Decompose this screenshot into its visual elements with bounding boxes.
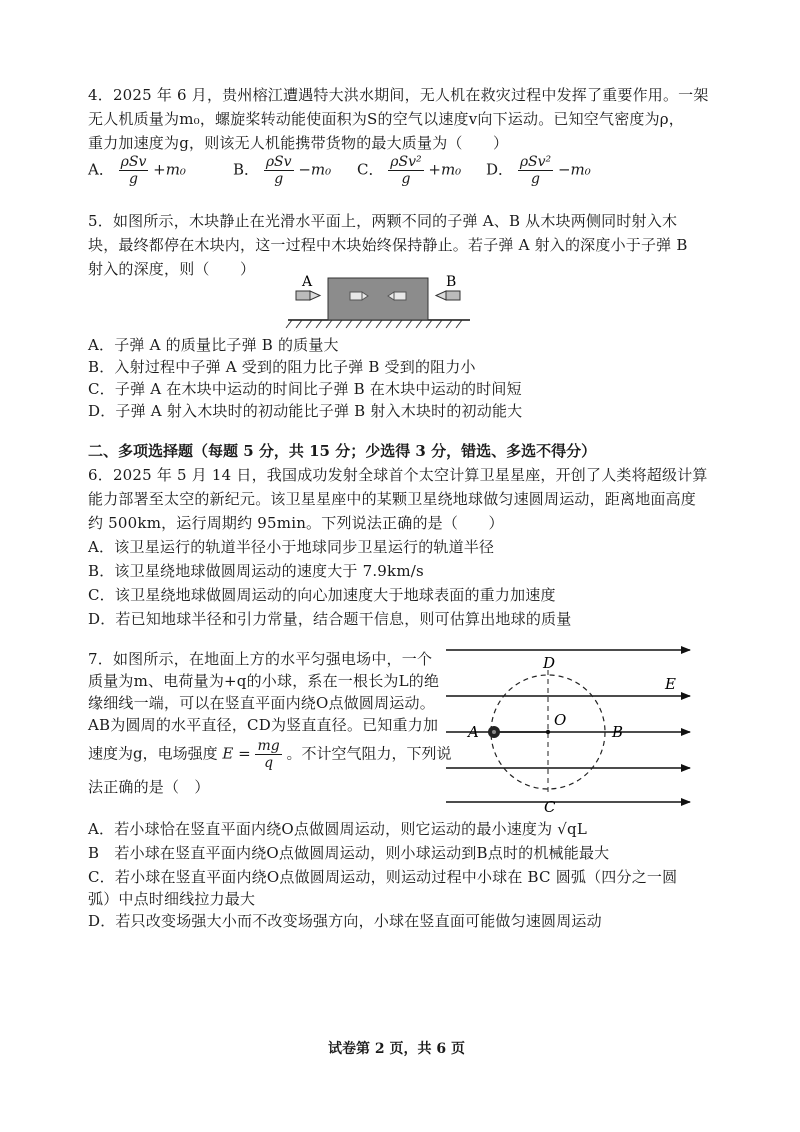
q5-option-a: A．子弹 A 的质量比子弹 B 的质量大 (88, 336, 339, 354)
line5-post: 。不计空气阻力，下列说 (286, 744, 452, 763)
option-tail: +m₀ (153, 160, 186, 179)
field-eq: E = (222, 744, 251, 763)
q5-block-figure (280, 272, 480, 334)
option-label: B． (233, 160, 260, 179)
option-tail: −m₀ (557, 160, 591, 179)
option-label: D． (486, 160, 514, 179)
line5-pre: 速度为g，电场强度 (88, 744, 218, 763)
q5-line-2: 块，最终都停在木块内，这一过程中木块始终保持静止。若子弹 A 射入的深度小于子弹 B (88, 236, 688, 254)
q6-option-b: B．该卫星绕地球做圆周运动的速度大于 7.9km/s (88, 562, 424, 580)
q7-option-c: C．若小球在竖直平面内绕O点做圆周运动，则运动过程中小球在 BC 圆弧（四分之一圆 (88, 868, 678, 886)
label-a: A (302, 274, 313, 290)
denominator: g (531, 171, 540, 187)
numerator: ρSv (120, 154, 147, 170)
q7-line-3: 缘细线一端，可以在竖直平面内绕O点做圆周运动。 (88, 694, 435, 712)
label-o: O (554, 711, 567, 729)
q4-line-1: 4．2025 年 6 月，贵州榕江遭遇特大洪水期间，无人机在救灾过程中发挥了重要作用。一架 (88, 86, 709, 104)
label-d: D (543, 654, 556, 672)
q7-option-a: A．若小球恰在竖直平面内绕O点做圆周运动，则它运动的最小速度为 √qL (88, 820, 588, 838)
label-e: E (665, 675, 676, 693)
label-b: B (612, 723, 624, 741)
fraction (119, 154, 149, 187)
ground-hatch (286, 320, 462, 328)
ball-highlight (492, 730, 496, 734)
q7-line-1: 7．如图所示，在地面上方的水平匀强电场中，一个 (88, 650, 433, 668)
center-o (546, 730, 550, 734)
q6-line-3: 约 500km，运行周期约 95min。下列说法正确的是（ ） (88, 514, 504, 532)
q7-option-c-cont: 弧）中点时细线拉力最大 (88, 890, 256, 908)
option-label: A． (88, 160, 114, 179)
q4-option-a (88, 154, 186, 187)
q6-line-1: 6．2025 年 5 月 14 日，我国成功发射全球首个太空计算卫星星座，开创了人类将超级计算 (88, 466, 708, 484)
bullet-a-case (296, 291, 310, 300)
denominator: g (274, 171, 284, 187)
q7-line-5 (88, 738, 452, 771)
q6-line-2: 能力部署至太空的新纪元。该卫星星座中的某颗卫星绕地球做匀速圆周运动，距离地面高度 (88, 490, 697, 508)
numerator: ρSv (265, 154, 292, 170)
field-fraction (255, 738, 281, 771)
section-heading: 二、多项选择题（每题 5 分，共 15 分；少选得 3 分，错选、多选不得分） (88, 442, 597, 460)
denominator: g (129, 171, 138, 187)
option-label: C． (357, 160, 384, 179)
q5-line-3: 射入的深度，则（ ） (88, 260, 256, 278)
q7-line-2: 质量为m、电荷量为+q的小球，系在一根长为L的绝 (88, 672, 440, 690)
denominator: g (401, 171, 411, 187)
q6-option-d: D．若已知地球半径和引力常量，结合题干信息，则可估算出地球的质量 (88, 610, 572, 628)
q7-option-d: D．若只改变场强大小而不改变场强方向，小球在竖直面可能做匀速圆周运动 (88, 912, 602, 930)
q4-option-d (486, 154, 591, 187)
option-tail: −m₀ (298, 160, 332, 179)
fraction (264, 154, 294, 187)
bullet-a-tip (310, 291, 320, 300)
q5-option-d: D．子弹 A 射入木块时的初动能比子弹 B 射入木块时的初动能大 (88, 402, 523, 420)
bullet-b-tip (436, 291, 446, 300)
option-tail: +m₀ (428, 160, 462, 179)
label-c: C (544, 798, 556, 815)
label-b: B (446, 274, 457, 290)
q7-option-b: B 若小球在竖直平面内绕O点做圆周运动，则小球运动到B点时的机械能最大 (88, 844, 610, 862)
q6-option-a: A．该卫星运行的轨道半径小于地球同步卫星运行的轨道半径 (88, 538, 495, 556)
q5-option-c: C．子弹 A 在木块中运动的时间比子弹 B 在木块中运动的时间短 (88, 380, 522, 398)
numerator: ρSv² (390, 154, 422, 170)
q7-field-figure (440, 640, 700, 815)
bullet-b-case (446, 291, 460, 300)
denominator: q (264, 755, 274, 771)
q5-option-b: B．入射过程中子弹 A 受到的阻力比子弹 B 受到的阻力小 (88, 358, 476, 376)
q6-option-c: C．该卫星绕地球做圆周运动的向心加速度大于地球表面的重力加速度 (88, 586, 556, 604)
fraction (518, 154, 553, 187)
label-a: A (468, 723, 479, 741)
q4-option-b (233, 154, 331, 187)
numerator: mg (257, 738, 280, 754)
q4-line-3: 重力加速度为g，则该无人机能携带货物的最大质量为（ ） (88, 134, 509, 152)
page-footer: 试卷第 2 页，共 6 页 (328, 1041, 465, 1057)
q7-line-6: 法正确的是（ ） (88, 778, 210, 796)
q4-option-c (357, 154, 461, 187)
q5-line-1: 5．如图所示，木块静止在光滑水平面上，两颗不同的子弹 A、B 从木块两侧同时射入木 (88, 212, 678, 230)
wood-block (328, 278, 428, 320)
q7-line-4: AB为圆周的水平直径，CD为竖直直径。已知重力加 (88, 716, 439, 734)
q4-line-2: 无人机质量为m₀，螺旋桨转动能使面积为S的空气以速度v向下运动。已知空气密度为ρ， (88, 110, 685, 128)
fraction (388, 154, 423, 187)
numerator: ρSv² (519, 154, 552, 170)
